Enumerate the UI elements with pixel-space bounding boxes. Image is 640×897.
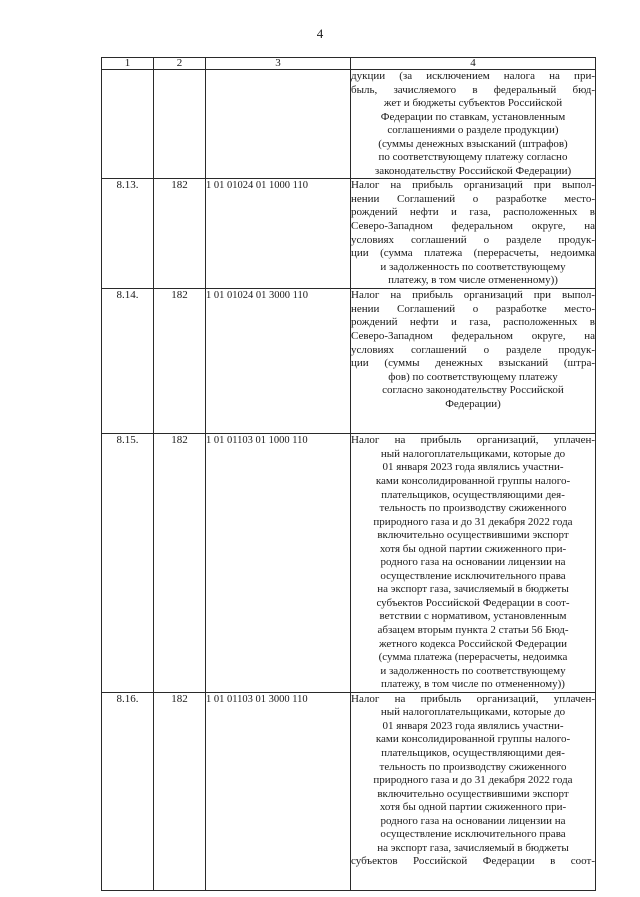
description-line: быль, зачисляемого в федеральный бюд- [351,83,595,96]
description-line: Северо-Западном федеральном округе, на [351,330,595,343]
table-row [102,289,596,434]
budget-classification-code: 1 01 01103 01 1000 110 [206,434,351,692]
description-line: (сумма платежа (перерасчеты, недоимка [378,651,568,664]
column-number-row [102,58,596,70]
description-line: Федерации) [445,397,501,410]
description-line: Федерации по ставкам, установленным [380,110,566,123]
description-line: родного газа на основании лицензии на [380,814,566,827]
description-line: ветствии с нормативом, установленным [379,610,567,623]
description-line: Налог на прибыль организаций при выпол- [351,289,595,302]
income-description [351,70,596,179]
table-row [102,179,596,289]
description-line: Налог на прибыль организаций, уплачен- [351,692,595,705]
page-number: 4 [316,26,324,41]
income-description [351,179,596,289]
description-line: 01 января 2023 года являлись участни- [382,719,564,732]
description-line: хотя бы одной партии сжиженного при- [379,801,567,814]
description-line: Северо-Западном федеральном округе, на [351,220,595,233]
description-line: по соответствующему платежу согласно [378,151,568,164]
description-line: Налог на прибыль организаций при выпол- [351,179,595,192]
column-number-1: 1 [102,58,154,70]
administrator-code [154,70,206,179]
description-line: природного газа и до 31 декабря 2022 года [373,774,573,787]
description-line: 01 января 2023 года являлись участни- [382,461,564,474]
table-row [102,434,596,692]
classification-table [101,57,596,891]
description-line: (суммы денежных взысканий (штрафов) [378,137,568,150]
description-line: ции (сумма платежа (перерасчеты, недоимка [351,247,595,260]
description-line: ками консолидированной группы налого- [375,475,571,488]
administrator-code: 182 [154,692,206,890]
budget-classification-code: 1 01 01103 01 3000 110 [206,692,351,890]
row-number: 8.14. [102,289,154,434]
description-line: на экспорт газа, зачисляемый в бюджеты [377,583,569,596]
description-line: осуществление исключительного права [380,828,566,841]
column-number-3: 3 [206,58,351,70]
description-line: осуществление исключительного права [380,569,566,582]
description-line: природного газа и до 31 декабря 2022 года [373,515,573,528]
description-line: дукции (за исключением налога на при- [351,70,595,82]
income-description [351,434,596,692]
description-line: условиях соглашений о разделе продук- [351,343,595,356]
budget-classification-code [206,70,351,179]
description-line: родного газа на основании лицензии на [380,556,566,569]
column-number-2: 2 [154,58,206,70]
administrator-code: 182 [154,434,206,692]
description-line: законодательству Российской Федерации) [374,164,572,177]
row-number [102,70,154,179]
description-line: и задолженность по соответствующему [380,260,566,273]
income-description [351,289,596,434]
description-line: условиях соглашений о разделе продук- [351,233,595,246]
administrator-code: 182 [154,289,206,434]
description-line: субъектов Российской Федерации в соот- [351,855,595,868]
budget-classification-code: 1 01 01024 01 1000 110 [206,179,351,289]
description-line: платежу, в том числе отмененному)) [388,274,558,287]
column-number-4: 4 [351,58,596,70]
income-description [351,692,596,890]
description-line: согласно законодательству Российской [382,384,564,397]
description-line: ками консолидированной группы налого- [375,733,571,746]
description-line: ный налогоплательщиками, которые до [380,706,566,719]
description-line: включительно осуществившими экспорт [377,787,569,800]
description-line: жетного кодекса Российской Федерации [378,637,568,650]
description-line: Налог на прибыль организаций, уплачен- [351,434,595,447]
description-line: соглашениями о разделе продукции) [387,124,559,137]
description-line: жет и бюджеты субъектов Российской [383,97,563,110]
description-line: плательщиков, осуществляющими дея- [381,488,565,501]
description-line: тельность по производству сжиженного [379,502,567,515]
description-line: нении Соглашений о разработке место- [351,302,595,315]
budget-classification-code: 1 01 01024 01 3000 110 [206,289,351,434]
description-line: на экспорт газа, зачисляемый в бюджеты [377,841,569,854]
table-row [102,692,596,890]
description-line: ный налогоплательщиками, которые до [380,447,566,460]
description-line: и задолженность по соответствующему [380,664,566,677]
description-line: тельность по производству сжиженного [379,760,567,773]
table-row [102,70,596,179]
description-line: рождений нефти и газа, расположенных в [351,316,595,329]
description-line: ции (суммы денежных взысканий (штра- [351,357,595,370]
row-number: 8.13. [102,179,154,289]
description-line: абзацем вторым пункта 2 статьи 56 Бюд- [377,624,569,637]
description-line: включительно осуществившими экспорт [377,529,569,542]
description-line: плательщиков, осуществляющими дея- [381,746,565,759]
row-number: 8.15. [102,434,154,692]
description-line: хотя бы одной партии сжиженного при- [379,542,567,555]
administrator-code: 182 [154,179,206,289]
row-number: 8.16. [102,692,154,890]
description-line: фов) по соответствующему платежу [388,370,558,383]
description-line: субъектов Российской Федерации в соот- [376,596,570,609]
description-line: рождений нефти и газа, расположенных в [351,206,595,219]
description-line: платежу, в том числе по отмененному)) [381,678,565,691]
description-line: нении Соглашений о разработке место- [351,192,595,205]
